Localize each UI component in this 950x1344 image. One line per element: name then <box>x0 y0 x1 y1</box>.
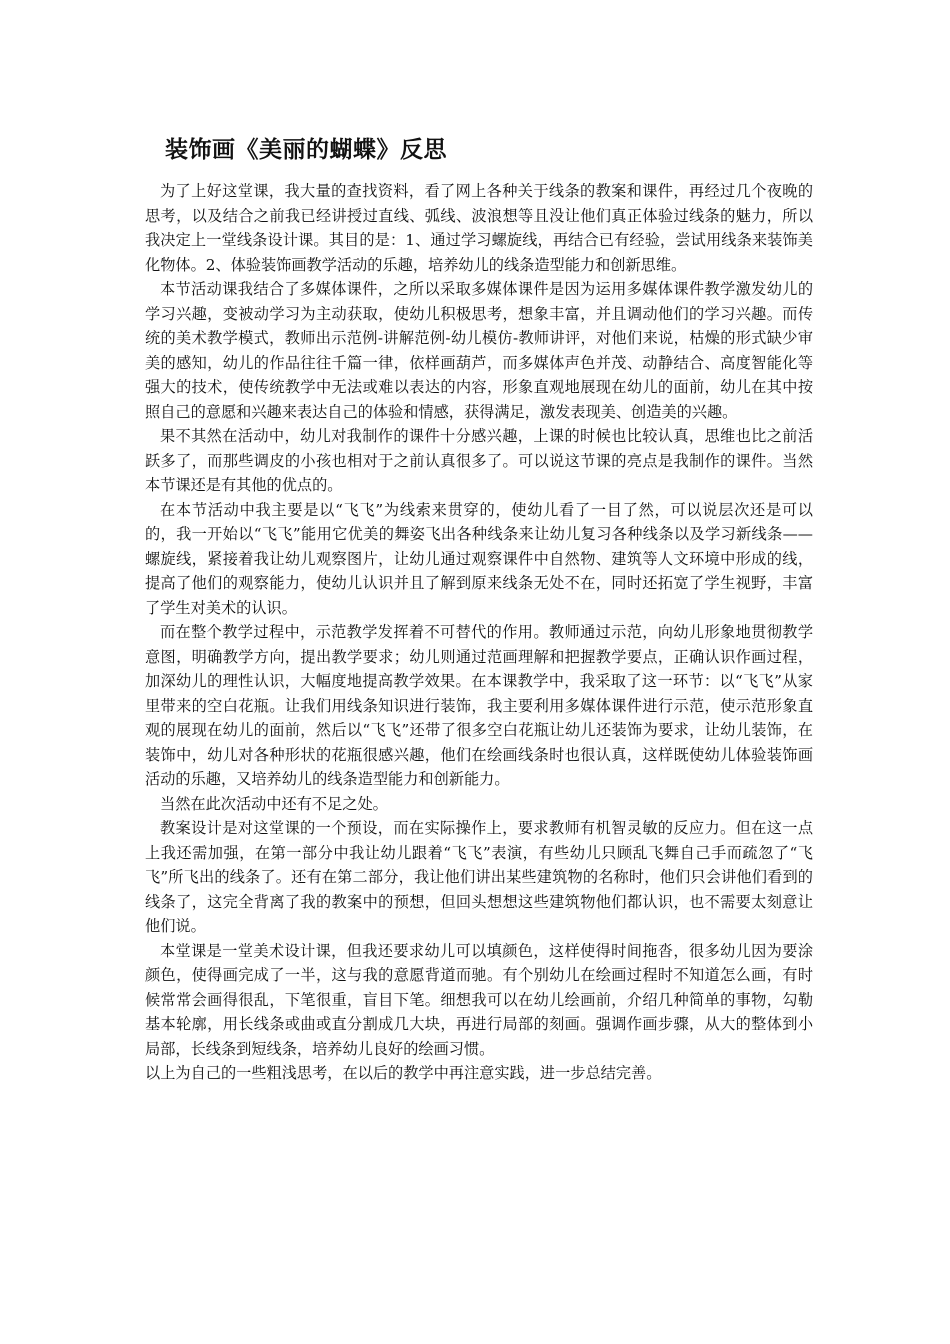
paragraph-feifei-thread: 在本节活动中我主要是以“飞飞”为线索来贯穿的，使幼儿看了一目了然，可以说层次还是可以的，我一开始以“飞飞”能用它优美的舞姿飞出各种线条来让幼儿复习各种线条以及学习新线条——螺旋线，紧接着我让幼儿观察图片，让幼儿通过观察课件中自然物、建筑等人文环境中形成的线，提高了他们的观察能力，使幼儿认识并且了解到原来线条无处不在，同时还拓宽了学生视野，丰富了学生对美术的认识。 <box>145 500 813 617</box>
paragraph-demonstration: 而在整个教学过程中，示范教学发挥着不可替代的作用。教师通过示范，向幼儿形象地贯彻教学意图，明确教学方向，提出教学要求；幼儿则通过范画理解和把握教学要点，正确认识作画过程，加深幼儿的理性认识，大幅度地提高教学效果。在本课教学中，我采取了这一环节：以“飞飞”从家里带来的空白花瓶。让我们用线条知识进行装饰，我主要利用多媒体课件进行示范，使示范形象直观的展现在幼儿的面前，然后以“飞飞”还带了很多空白花瓶让幼儿还装饰为要求，让幼儿装饰，在装饰中，幼儿对各种形状的花瓶很感兴趣，他们在绘画线条时也很认真，这样既使幼儿体验装饰画活动的乐趣，又培养幼儿的线条造型能力和创新能力。 <box>145 623 813 788</box>
paragraph-conclusion: 以上为自己的一些粗浅思考，在以后的教学中再注意实践，进一步总结完善。 <box>145 1064 662 1082</box>
paragraph-lesson-plan: 教案设计是对这堂课的一个预设，而在实际操作上，要求教师有机智灵敏的反应力。但在这一点上我还需加强，在第一部分中我让幼儿跟着“飞飞”表演，有些幼儿只顾乱飞舞自己手而疏忽了“飞飞”所飞出的线条了。还有在第二部分，我让他们讲出某些建筑物的名称时，他们只会讲他们看到的线条了，这完全背离了我的教案中的预想，但回头想想这些建筑物他们都认识，也不需要太刻意让他们说。 <box>145 819 813 935</box>
document-body <box>145 133 813 1086</box>
paragraph-shortcomings: 当然在此次活动中还有不足之处。 <box>160 794 388 813</box>
document-title: 装饰画《美丽的蝴蝶》反思 <box>165 137 447 163</box>
paragraph-multimedia: 本节活动课我结合了多媒体课件，之所以采取多媒体课件是因为运用多媒体课件教学激发幼儿的学习兴趣，变被动学习为主动获取，使幼儿积极思考，想象丰富，并且调动他们的学习兴趣。而传统的美术教学模式，教师出示范例-讲解范例-幼儿模仿-教师讲评，对他们来说，枯燥的形式缺少审美的感知，幼儿的作品往往千篇一律，依样画葫芦，而多媒体声色并茂、动静结合、高度智能化等强大的技术，使传统教学中无法或难以表达的内容，形象直观地展现在幼儿的面前，幼儿在其中按照自己的意愿和兴趣来表达自己的体验和情感，获得满足，激发表现美、创造美的兴趣。 <box>145 280 813 421</box>
paragraph-result: 果不其然在活动中，幼儿对我制作的课件十分感兴趣，上课的时候也比较认真，思维也比之前活跃多了，而那些调皮的小孩也相对于之前认真很多了。可以说这节课的亮点是我制作的课件。当然本节课还是有其他的优点的。 <box>145 427 813 494</box>
paragraph-coloring: 本堂课是一堂美术设计课，但我还要求幼儿可以填颜色，这样使得时间拖沓，很多幼儿因为要涂颜色，使得画完成了一半，这与我的意愿背道而驰。有个别幼儿在绘画过程时不知道怎么画，有时候常常会画得很乱，下笔很重，盲目下笔。细想我可以在幼儿绘画前，介绍几种简单的事物，勾勒基本轮廓，用长线条或曲或直分割成几大块，再进行局部的刻画。强调作画步骤，从大的整体到小局部，长线条到短线条，培养幼儿良好的绘画习惯。 <box>145 941 813 1058</box>
paragraph-purpose: 为了上好这堂课，我大量的查找资料，看了网上各种关于线条的教案和课件，再经过几个夜晚的思考，以及结合之前我已经讲授过直线、弧线、波浪想等且没让他们真正体验过线条的魅力，所以我决定上一堂线条设计课。其目的是：1、通过学习螺旋线，再结合已有经验，尝试用线条来装饰美化物体。2、体验装饰画教学活动的乐趣，培养幼儿的线条造型能力和创新思维。 <box>145 182 813 274</box>
